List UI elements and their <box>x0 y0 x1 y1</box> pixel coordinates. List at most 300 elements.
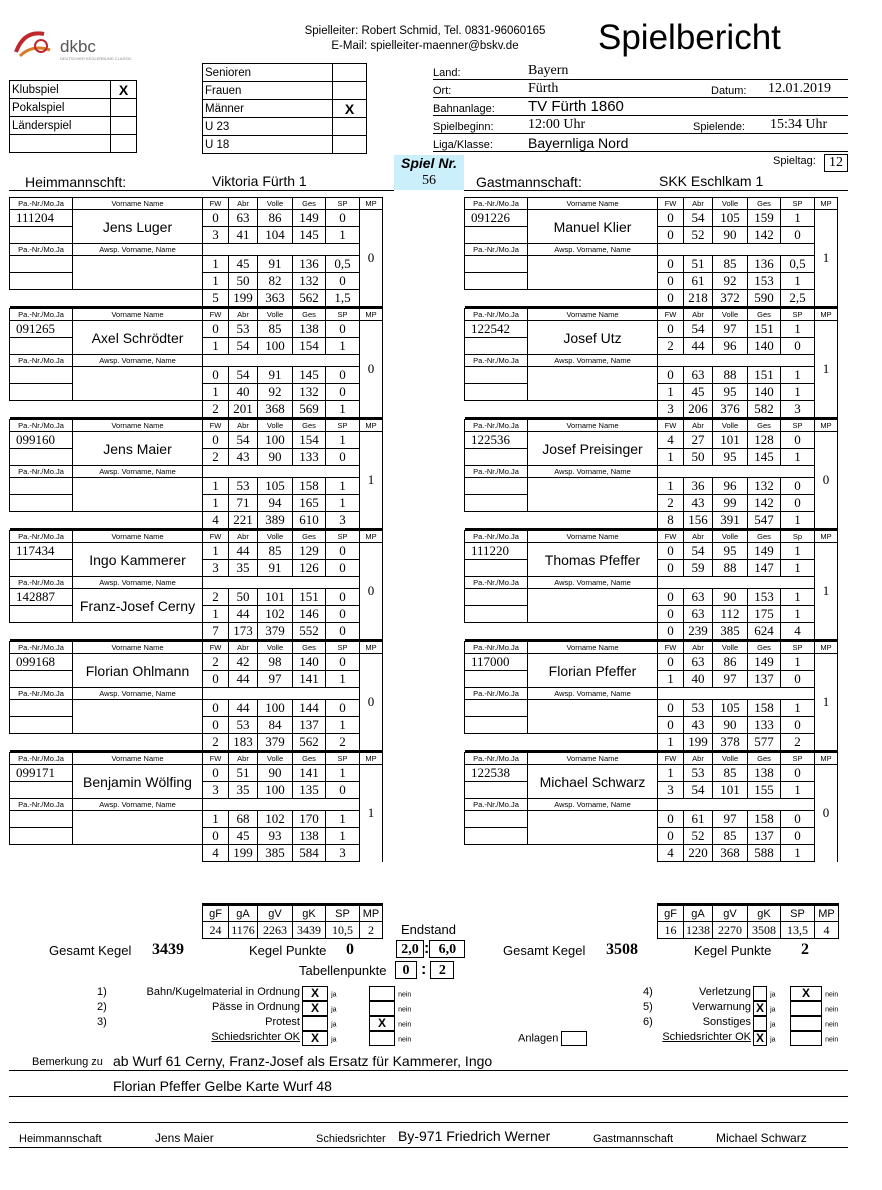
col-head: Pa.-Nr./Mo.Ja <box>10 244 73 256</box>
score-cell: 90 <box>258 449 293 466</box>
check-text: Sonstiges <box>702 1016 751 1028</box>
sub-name <box>528 478 658 512</box>
score-cell: 3 <box>658 782 684 799</box>
checkbox-ja[interactable]: X <box>302 1001 328 1016</box>
sub-pass-number <box>10 478 73 495</box>
guest-totals <box>657 903 839 939</box>
check-num: 6) <box>643 1016 653 1028</box>
player-pass-number: 122542 <box>465 321 528 338</box>
score-cell: 1 <box>326 432 360 449</box>
checkbox-ja[interactable] <box>753 986 767 1001</box>
player-match-point: 0 <box>360 654 383 752</box>
col-head: Awsp. Vorname, Name <box>528 577 658 589</box>
col-head: Pa.-Nr./Mo.Ja <box>465 753 528 765</box>
score-cell: 86 <box>258 210 293 227</box>
check-item <box>97 1031 437 1046</box>
score-cell: 100 <box>258 782 293 799</box>
col-head: Pa.-Nr./Mo.Ja <box>465 799 528 811</box>
score-cell: 0 <box>203 671 229 688</box>
col-head: Pa.-Nr./Mo.Ja <box>10 355 73 367</box>
score-cell: 0 <box>658 717 684 734</box>
col-head: Pa.-Nr./Mo.Ja <box>10 577 73 589</box>
player-pass-number: 091226 <box>465 210 528 227</box>
field-ort <box>433 80 848 98</box>
score-cell: 145 <box>293 227 326 244</box>
col-head: Pa.-Nr./Mo.Ja <box>465 244 528 256</box>
col-head: Pa.-Nr./Mo.Ja <box>10 642 73 654</box>
score-cell: 95 <box>713 543 748 560</box>
score-cell: 0 <box>781 671 815 688</box>
dkbc-logo <box>10 22 132 64</box>
score-cell: 1 <box>781 589 815 606</box>
check-item <box>643 1031 848 1046</box>
col-head: Abr <box>684 198 713 210</box>
type-mark <box>111 117 137 135</box>
score-cell: 153 <box>748 273 781 290</box>
score-cell: 97 <box>713 671 748 688</box>
score-cell: 3 <box>326 512 360 530</box>
score-cell: 590 <box>748 290 781 308</box>
score-cell: 552 <box>293 623 326 641</box>
score-cell: 1 <box>326 338 360 355</box>
col-head: SP <box>781 309 815 321</box>
col-head: MP <box>360 309 383 321</box>
score-cell: 142 <box>748 227 781 244</box>
sub-name <box>528 367 658 401</box>
player-block <box>464 197 838 308</box>
player-block <box>464 419 838 530</box>
score-cell: 1 <box>326 828 360 845</box>
score-cell: 43 <box>229 449 258 466</box>
score-cell: 1 <box>203 256 229 273</box>
player-match-point: 0 <box>360 210 383 308</box>
class-mark <box>333 136 367 154</box>
player-pass-number: 091265 <box>10 321 73 338</box>
checkbox-nein[interactable]: X <box>369 1016 395 1031</box>
score-cell: 0 <box>781 811 815 828</box>
score-cell: 54 <box>229 367 258 384</box>
player-pass-number: 099160 <box>10 432 73 449</box>
league-manager-phone: Spielleiter: Robert Schmid, Tel. 0831-96060165 <box>304 25 546 37</box>
score-cell: 1 <box>326 478 360 495</box>
check-item <box>97 1016 437 1031</box>
col-head: Vorname Name <box>73 531 203 543</box>
score-cell: 84 <box>258 717 293 734</box>
attachments-checkbox[interactable] <box>561 1031 587 1046</box>
col-head: FW <box>203 420 229 432</box>
col-head: FW <box>203 531 229 543</box>
ja-label: ja <box>770 1021 776 1029</box>
sub-pass-number <box>465 478 528 495</box>
check-num: 2) <box>97 1001 107 1013</box>
checkbox-nein[interactable] <box>790 1001 822 1016</box>
score-cell: 1 <box>326 671 360 688</box>
sub-pass-number <box>10 367 73 384</box>
class-mark <box>333 118 367 136</box>
score-cell: 0 <box>326 384 360 401</box>
player-name: Josef Utz <box>528 321 658 355</box>
player-match-point: 0 <box>815 432 838 530</box>
score-cell: 7 <box>203 623 229 641</box>
score-cell: 61 <box>684 811 713 828</box>
final-score <box>396 940 465 958</box>
score-cell: 0 <box>203 432 229 449</box>
score-cell: 132 <box>293 273 326 290</box>
score-cell: 132 <box>748 478 781 495</box>
divider <box>9 1096 848 1097</box>
col-head: Abr <box>229 420 258 432</box>
score-cell: 85 <box>258 321 293 338</box>
score-cell: 183 <box>229 734 258 752</box>
score-cell: 0 <box>658 606 684 623</box>
sub-name <box>73 811 203 845</box>
sub-pass-number <box>465 367 528 384</box>
score-cell: 0 <box>658 828 684 845</box>
sub-name <box>73 478 203 512</box>
checkbox-ja[interactable] <box>753 1016 767 1031</box>
checkbox-nein[interactable] <box>369 986 395 1001</box>
score-cell: 85 <box>713 765 748 782</box>
score-cell: 44 <box>229 606 258 623</box>
score-cell: 175 <box>748 606 781 623</box>
col-head: FW <box>658 531 684 543</box>
final-score-guest: 6,0 <box>429 940 465 958</box>
ja-label: ja <box>770 1006 776 1014</box>
col-head: SP <box>781 420 815 432</box>
score-cell: 0 <box>326 560 360 577</box>
home-players <box>9 197 383 862</box>
score-cell: 137 <box>293 717 326 734</box>
score-cell: 1 <box>203 273 229 290</box>
score-cell: 0 <box>326 606 360 623</box>
col-head: Awsp. Vorname, Name <box>528 244 658 256</box>
tot-h: gF <box>203 905 229 922</box>
col-head: SP <box>326 753 360 765</box>
score-cell: 0 <box>781 432 815 449</box>
col-head: Awsp. Vorname, Name <box>73 799 203 811</box>
tot-h: MP <box>360 905 383 922</box>
score-cell: 0 <box>658 700 684 717</box>
score-cell: 42 <box>229 654 258 671</box>
col-head: Volle <box>713 531 748 543</box>
col-head: Pa.-Nr./Mo.Ja <box>465 531 528 543</box>
col-head: Vorname Name <box>528 531 658 543</box>
score-cell: 68 <box>229 811 258 828</box>
score-cell: 0 <box>326 449 360 466</box>
score-cell: 0 <box>326 321 360 338</box>
checkbox-nein[interactable]: X <box>790 986 822 1001</box>
player-name: Thomas Pfeffer <box>528 543 658 577</box>
score-cell: 96 <box>713 338 748 355</box>
col-head: FW <box>203 309 229 321</box>
player-name: Florian Pfeffer <box>528 654 658 688</box>
label: Spielbeginn: <box>433 121 494 133</box>
label: Land: <box>433 67 461 79</box>
checkbox-ja[interactable]: X <box>302 986 328 1001</box>
score-cell: 2 <box>658 495 684 512</box>
checkbox-nein[interactable] <box>369 1031 395 1046</box>
checkbox-nein[interactable] <box>790 1031 822 1046</box>
score-cell: 90 <box>713 717 748 734</box>
col-head: Awsp. Vorname, Name <box>73 688 203 700</box>
col-head: SP <box>326 198 360 210</box>
score-cell: 151 <box>748 367 781 384</box>
sub-name <box>73 367 203 401</box>
score-cell: 51 <box>229 765 258 782</box>
sub-name <box>528 811 658 845</box>
class-mark <box>333 82 367 100</box>
score-cell: 0 <box>658 811 684 828</box>
score-cell: 588 <box>748 845 781 862</box>
remarks-label: Bemerkung zu <box>32 1056 103 1068</box>
col-head: Vorname Name <box>73 420 203 432</box>
score-cell: 36 <box>684 478 713 495</box>
tot-v: 1238 <box>684 922 713 939</box>
score-cell: 3 <box>203 227 229 244</box>
score-cell: 0 <box>658 210 684 227</box>
score-cell: 144 <box>293 700 326 717</box>
score-cell: 50 <box>229 589 258 606</box>
score-cell: 385 <box>258 845 293 862</box>
checkbox-ja[interactable]: X <box>302 1031 328 1046</box>
player-pass-number: 099168 <box>10 654 73 671</box>
attachments-label: Anlagen <box>518 1032 559 1045</box>
score-cell: 97 <box>713 321 748 338</box>
score-cell: 95 <box>713 449 748 466</box>
col-head: Vorname Name <box>73 753 203 765</box>
score-cell: 140 <box>293 654 326 671</box>
remarks-line2: Florian Pfeffer Gelbe Karte Wurf 48 <box>113 1078 332 1094</box>
tot-h: gA <box>684 905 713 922</box>
tot-v: 3508 <box>748 922 781 939</box>
col-head: SP <box>326 309 360 321</box>
score-cell: 155 <box>748 782 781 799</box>
check-text: Protest <box>265 1016 300 1028</box>
type-mark <box>111 99 137 117</box>
check-item <box>97 1001 437 1016</box>
tot-v: 2270 <box>713 922 748 939</box>
tot-h: gV <box>713 905 748 922</box>
tot-h: gK <box>293 905 326 922</box>
score-cell: 63 <box>684 654 713 671</box>
checklist-right <box>643 986 848 1046</box>
score-cell: 136 <box>748 256 781 273</box>
score-cell: 105 <box>258 478 293 495</box>
score-cell: 135 <box>293 782 326 799</box>
score-cell: 1 <box>326 811 360 828</box>
home-pin-points-label: Kegel Punkte <box>249 943 327 958</box>
score-cell: 2,5 <box>781 290 815 308</box>
player-name: Jens Luger <box>73 210 203 244</box>
tot-h: gA <box>229 905 258 922</box>
home-team-name: Viktoria Fürth 1 <box>212 173 307 189</box>
col-head: Pa.-Nr./Mo.Ja <box>465 198 528 210</box>
score-cell: 54 <box>684 782 713 799</box>
col-head: FW <box>658 420 684 432</box>
score-cell: 1 <box>658 765 684 782</box>
score-cell: 173 <box>229 623 258 641</box>
score-cell: 569 <box>293 401 326 419</box>
player-block <box>9 419 383 530</box>
nein-label: nein <box>825 991 839 999</box>
value: Fürth <box>528 81 559 96</box>
col-head: SP <box>326 642 360 654</box>
score-cell: 0 <box>658 367 684 384</box>
guest-team-label: Gastmannschaft: <box>476 174 582 190</box>
home-total-pins-label: Gesamt Kegel <box>49 943 132 958</box>
matchday: 12 <box>824 154 848 172</box>
score-cell: 156 <box>684 512 713 530</box>
class-label: Senioren <box>203 64 333 82</box>
score-cell: 0 <box>326 210 360 227</box>
score-cell: 584 <box>293 845 326 862</box>
score-cell: 199 <box>229 845 258 862</box>
score-cell: 53 <box>684 765 713 782</box>
score-cell: 59 <box>684 560 713 577</box>
score-cell: 0 <box>658 560 684 577</box>
score-cell: 0 <box>326 700 360 717</box>
score-cell: 391 <box>713 512 748 530</box>
check-item <box>97 986 437 1001</box>
score-cell: 102 <box>258 811 293 828</box>
tot-h: SP <box>326 905 360 922</box>
ja-label: ja <box>331 1006 337 1014</box>
score-cell: 92 <box>713 273 748 290</box>
game-type-table <box>9 80 137 153</box>
score-cell: 159 <box>748 210 781 227</box>
player-name: Michael Schwarz <box>528 765 658 799</box>
table-points-guest: 2 <box>430 961 454 979</box>
check-text: Schiedsrichter OK <box>662 1031 751 1043</box>
checkbox-ja[interactable]: X <box>753 1031 767 1046</box>
score-cell: 63 <box>684 367 713 384</box>
sub-name <box>73 256 203 290</box>
score-cell: 4 <box>203 845 229 862</box>
score-cell: 92 <box>258 384 293 401</box>
col-head: Awsp. Vorname, Name <box>528 355 658 367</box>
score-cell: 153 <box>748 589 781 606</box>
col-head: MP <box>360 198 383 210</box>
score-cell: 376 <box>713 401 748 419</box>
table-points <box>395 961 454 979</box>
score-cell: 43 <box>684 495 713 512</box>
player-match-point: 1 <box>815 543 838 641</box>
score-cell: 1 <box>203 338 229 355</box>
score-cell: 105 <box>713 700 748 717</box>
checkbox-ja[interactable]: X <box>753 1001 767 1016</box>
check-text: Bahn/Kugelmaterial in Ordnung <box>146 986 300 998</box>
col-head: FW <box>203 753 229 765</box>
tot-h: gK <box>748 905 781 922</box>
col-head: Ges <box>748 309 781 321</box>
score-cell: 0 <box>781 717 815 734</box>
score-cell: 158 <box>293 478 326 495</box>
col-head: Pa.-Nr./Mo.Ja <box>10 799 73 811</box>
player-pass-number: 111220 <box>465 543 528 560</box>
col-head: Vorname Name <box>528 642 658 654</box>
score-cell: 100 <box>258 338 293 355</box>
col-head: FW <box>658 753 684 765</box>
ja-label: ja <box>331 1021 337 1029</box>
col-head: SP <box>781 753 815 765</box>
player-match-point: 1 <box>815 654 838 752</box>
score-cell: 0 <box>203 367 229 384</box>
score-cell: 0 <box>781 495 815 512</box>
score-cell: 53 <box>229 321 258 338</box>
checkbox-ja[interactable] <box>302 1016 328 1031</box>
score-cell: 1 <box>781 606 815 623</box>
nein-label: nein <box>398 1006 412 1014</box>
score-cell: 378 <box>713 734 748 752</box>
score-cell: 170 <box>293 811 326 828</box>
score-cell: 5 <box>203 290 229 308</box>
tot-h: MP <box>815 905 839 922</box>
score-cell: 133 <box>748 717 781 734</box>
score-cell: 0 <box>781 478 815 495</box>
guest-sign-name: Michael Schwarz <box>716 1131 807 1145</box>
checkbox-nein[interactable] <box>369 1001 395 1016</box>
player-match-point: 0 <box>815 765 838 862</box>
score-cell: 1 <box>326 765 360 782</box>
type-label <box>10 135 111 153</box>
tot-h: SP <box>781 905 815 922</box>
score-cell: 100 <box>258 700 293 717</box>
col-head: Awsp. Vorname, Name <box>528 688 658 700</box>
score-cell: 1 <box>658 449 684 466</box>
checkbox-nein[interactable] <box>790 1016 822 1031</box>
score-cell: 379 <box>258 734 293 752</box>
score-cell: 85 <box>713 256 748 273</box>
score-cell: 35 <box>229 560 258 577</box>
player-name: Ingo Kammerer <box>73 543 203 577</box>
score-cell: 145 <box>293 367 326 384</box>
checklist-left <box>97 986 437 1046</box>
score-cell: 562 <box>293 290 326 308</box>
score-cell: 52 <box>684 227 713 244</box>
player-pass-number: 111204 <box>10 210 73 227</box>
score-cell: 0 <box>203 210 229 227</box>
score-cell: 45 <box>229 256 258 273</box>
score-cell: 137 <box>748 828 781 845</box>
score-cell: 0 <box>203 828 229 845</box>
score-cell: 140 <box>748 338 781 355</box>
col-head: Abr <box>229 198 258 210</box>
col-head: Pa.-Nr./Mo.Ja <box>465 577 528 589</box>
score-cell: 41 <box>229 227 258 244</box>
col-head: Sp <box>781 531 815 543</box>
score-cell: 1 <box>781 384 815 401</box>
player-name: Benjamin Wölfing <box>73 765 203 799</box>
score-cell: 0 <box>203 700 229 717</box>
col-head: MP <box>815 531 838 543</box>
player-pass-number: 122538 <box>465 765 528 782</box>
score-cell: 149 <box>293 210 326 227</box>
col-head: Abr <box>229 642 258 654</box>
col-head: Ges <box>748 531 781 543</box>
score-cell: 94 <box>258 495 293 512</box>
col-head: SP <box>326 531 360 543</box>
score-cell: 206 <box>684 401 713 419</box>
home-total-pins: 3439 <box>152 941 184 958</box>
score-cell: 0 <box>203 321 229 338</box>
score-cell: 0 <box>326 782 360 799</box>
tot-v: 13,5 <box>781 922 815 939</box>
sub-name <box>528 256 658 290</box>
ja-label: ja <box>770 991 776 999</box>
score-cell: 379 <box>258 623 293 641</box>
value: 15:34 Uhr <box>770 117 828 132</box>
score-cell: 582 <box>748 401 781 419</box>
